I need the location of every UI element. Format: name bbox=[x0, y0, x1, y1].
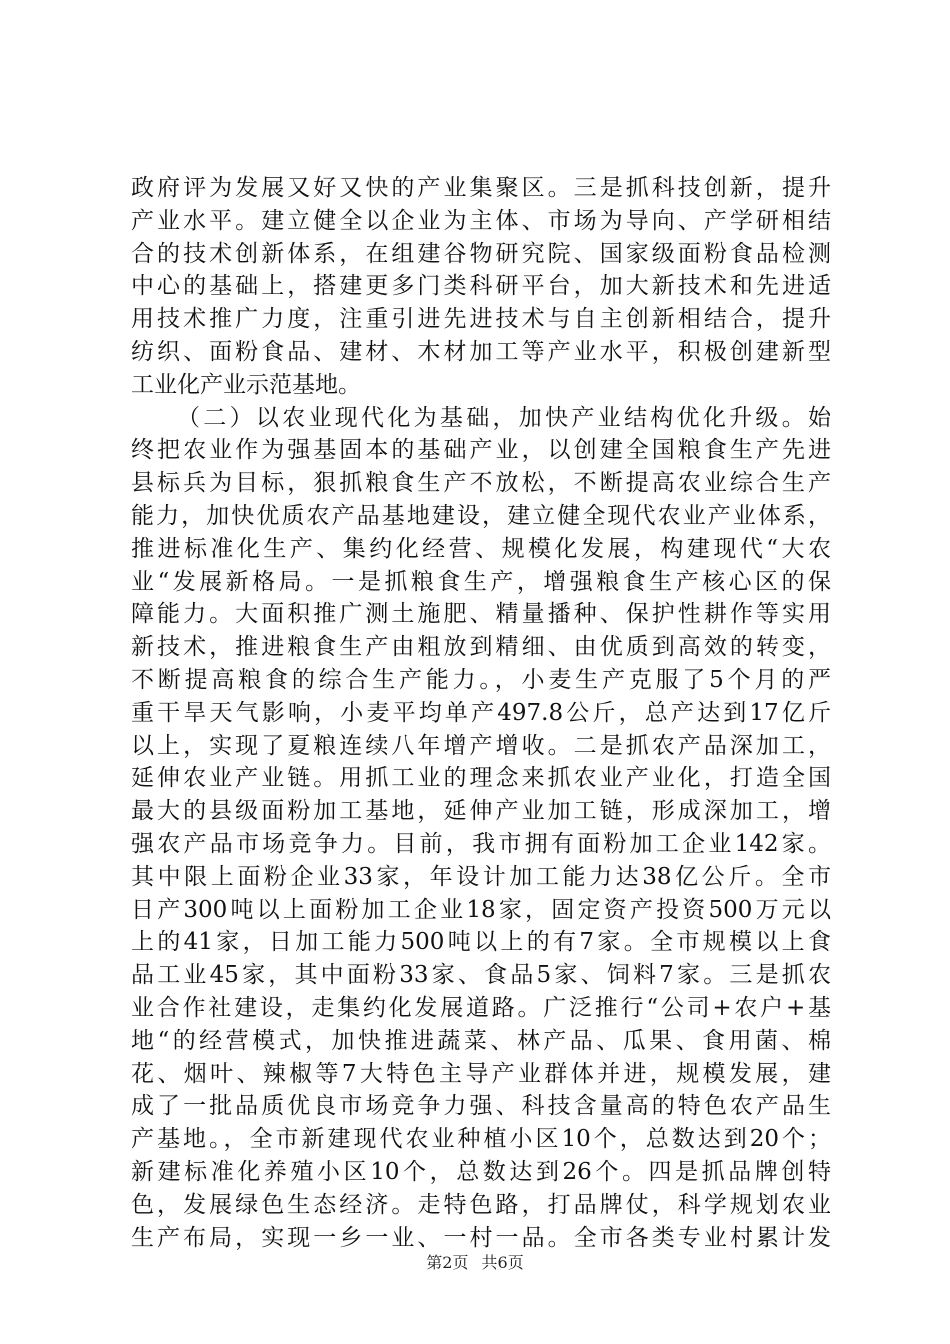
text-line: 政府评为发展又好又快的产业集聚区。三是抓科技创新，提升 bbox=[131, 175, 831, 201]
text-line: 色，发展绿色生态经济。走特色路，打品牌仗，科学规划农业 bbox=[131, 1191, 831, 1218]
text-line: 新技术，推进粮食生产由粗放到精细、由优质到高效的转变， bbox=[131, 634, 831, 661]
text-line: 品工业45家，其中面粉33家、食品5家、饲料7家。三是抓农 bbox=[131, 962, 831, 989]
text-line: 日产300吨以上面粉加工企业18家，固定资产投资500万元以 bbox=[131, 896, 831, 923]
text-line: 终把农业作为强基固本的基础产业，以创建全国粮食生产先进 bbox=[131, 437, 831, 464]
text-line: 其中限上面粉企业33家，年设计加工能力达38亿公斤。全市 bbox=[131, 863, 831, 890]
body-text bbox=[131, 172, 831, 1254]
page-total: 共6页 bbox=[481, 1253, 524, 1272]
text-line: （二）以农业现代化为基础，加快产业结构优化升级。始 bbox=[177, 404, 831, 431]
text-line: 地“的经营模式，加快推进蔬菜、林产品、瓜果、食用菌、棉 bbox=[131, 1027, 831, 1054]
text-line: 最大的县级面粉加工基地，延伸产业加工链，形成深加工，增 bbox=[131, 798, 831, 825]
text-line: 业“发展新格局。一是抓粮食生产，增强粮食生产核心区的保 bbox=[131, 568, 831, 595]
text-line: 强农产品市场竞争力。目前，我市拥有面粉加工企业142家。 bbox=[131, 830, 831, 857]
text-line: 县标兵为目标，狠抓粮食生产不放松，不断提高农业综合生产 bbox=[131, 470, 831, 497]
text-line: 以上，实现了夏粮连续八年增产增收。二是抓农产品深加工， bbox=[131, 732, 831, 759]
text-line: 成了一批品质优良市场竞争力强、科技含量高的特色农产品生 bbox=[131, 1093, 831, 1120]
text-line: 中心的基础上，搭建更多门类科研平台，加大新技术和先进适 bbox=[131, 273, 831, 300]
text-line: 障能力。大面积推广测土施肥、精量播种、保护性耕作等实用 bbox=[131, 601, 831, 628]
text-line: 上的41家，日加工能力500吨以上的有7家。全市规模以上食 bbox=[131, 929, 831, 956]
text-line: 纺织、面粉食品、建材、木材加工等产业水平，积极创建新型 bbox=[131, 338, 831, 365]
text-line: 产业水平。建立健全以企业为主体、市场为导向、产学研相结 bbox=[131, 207, 831, 234]
text-line: 延伸农业产业链。用抓工业的理念来抓农业产业化，打造全国 bbox=[131, 765, 831, 792]
text-line: 花、烟叶、辣椒等7大特色主导产业群体并进，规模发展，建 bbox=[131, 1060, 831, 1087]
text-line: 生产布局，实现一乡一业、一村一品。全市各类专业村累计发 bbox=[131, 1224, 831, 1251]
text-line: 新建标准化养殖小区10个，总数达到26个。四是抓品牌创特 bbox=[131, 1158, 831, 1185]
page-footer bbox=[0, 1250, 950, 1273]
text-line: 用技术推广力度，注重引进先进技术与自主创新相结合，提升 bbox=[131, 306, 831, 333]
text-line: 业合作社建设，走集约化发展道路。广泛推行“公司+农户+基 bbox=[131, 994, 831, 1021]
text-line: 推进标准化生产、集约化经营、规模化发展，构建现代“大农 bbox=[131, 535, 831, 562]
text-line: 产基地。，全市新建现代农业种植小区10个，总数达到20个； bbox=[131, 1126, 831, 1153]
text-line: 工业化产业示范基地。 bbox=[131, 371, 361, 398]
text-line: 能力，加快优质农产品基地建设，建立健全现代农业产业体系， bbox=[131, 502, 831, 529]
text-line: 重干旱天气影响，小麦平均单产497.8公斤，总产达到17亿斤 bbox=[131, 699, 831, 726]
text-line: 合的技术创新体系，在组建谷物研究院、国家级面粉食品检测 bbox=[131, 240, 831, 267]
page-number: 第2页 bbox=[426, 1253, 469, 1272]
text-line: 不断提高粮食的综合生产能力。，小麦生产克服了5个月的严 bbox=[131, 666, 831, 693]
